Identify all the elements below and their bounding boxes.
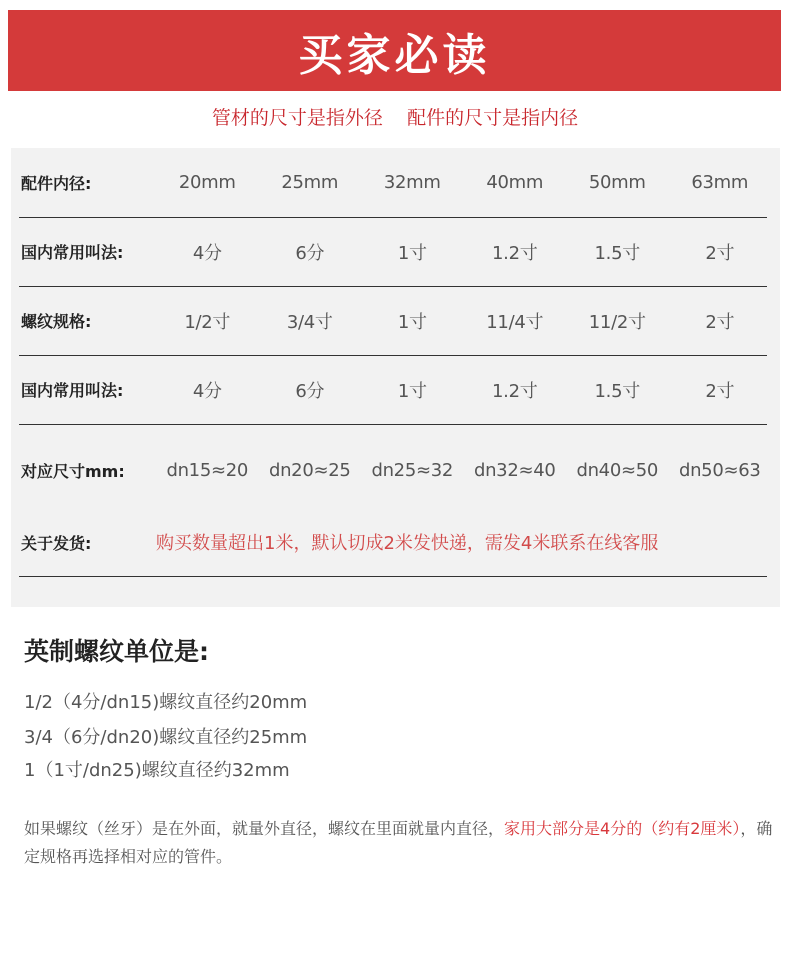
table-cell: 25mm: [281, 172, 339, 193]
spec-row-fitting-inner-diameter: [19, 148, 767, 218]
table-cell: 1.2寸: [492, 242, 538, 264]
table-cell: 6分: [295, 380, 325, 402]
thread-spec-line: 3/4（6分/dn20)螺纹直径约25mm: [24, 727, 308, 748]
row-label: 配件内径:: [21, 174, 92, 193]
table-cell: 20mm: [178, 172, 236, 193]
table-cell: dn20≈25: [268, 459, 351, 481]
table-cell: 50mm: [588, 172, 646, 193]
thread-spec-line: 1/2（4分/dn15)螺纹直径约20mm: [24, 692, 308, 713]
thread-units-heading: 英制螺纹单位是:: [24, 637, 209, 666]
spec-row-thread-spec: [19, 286, 767, 356]
table-cell: 11/2寸: [588, 311, 646, 333]
spec-row-size-mm: [19, 434, 767, 506]
row-label: 关于发货:: [21, 533, 92, 553]
spec-row-common-name: [19, 217, 767, 287]
table-cell: dn50≈63: [678, 459, 761, 481]
row-label: 对应尺寸mm:: [21, 461, 125, 481]
note-text: 如果螺纹（丝牙）是在外面，就量外直径，螺纹在里面就量内直径，: [24, 819, 505, 838]
table-cell: 1.2寸: [492, 380, 538, 402]
note-text: ，确定规格再选择相对应的管件。: [24, 819, 773, 866]
shipping-note: 购买数量超出1米，默认切成2米发快递，需发4米联系在线客服: [156, 533, 659, 554]
table-cell: 3/4寸: [286, 311, 333, 333]
table-cell: dn40≈50: [576, 459, 659, 481]
thread-spec-line: 1（1寸/dn25)螺纹直径约32mm: [24, 760, 290, 781]
table-cell: 4分: [192, 242, 222, 264]
table-cell: 2寸: [705, 242, 735, 264]
table-cell: 1寸: [397, 380, 427, 402]
row-label: 国内常用叫法:: [21, 243, 124, 262]
table-cell: 2寸: [705, 380, 735, 402]
table-cell: 2寸: [705, 311, 735, 333]
size-subtitle: 管材的尺寸是指外径 配件的尺寸是指内径: [211, 107, 579, 129]
spec-row-common-name: [19, 355, 767, 425]
row-label: 螺纹规格:: [21, 312, 92, 331]
table-cell: 1寸: [397, 242, 427, 264]
measurement-note: [24, 815, 784, 871]
banner-title: 买家必读: [298, 29, 491, 81]
spec-table-panel: [11, 148, 780, 607]
table-cell: 1.5寸: [594, 242, 640, 264]
table-cell: dn32≈40: [473, 459, 556, 481]
table-cell: 40mm: [486, 172, 544, 193]
table-cell: 1/2寸: [184, 311, 231, 333]
table-cell: dn25≈32: [371, 459, 454, 481]
title-banner: [8, 10, 781, 91]
spec-row-shipping: [19, 508, 767, 577]
table-cell: 11/4寸: [486, 311, 544, 333]
table-cell: dn15≈20: [166, 459, 249, 481]
table-cell: 32mm: [383, 172, 441, 193]
table-cell: 1寸: [397, 311, 427, 333]
row-label: 国内常用叫法:: [21, 381, 124, 400]
table-cell: 1.5寸: [594, 380, 640, 402]
table-cell: 4分: [192, 380, 222, 402]
table-cell: 63mm: [691, 172, 749, 193]
note-highlight: 家用大部分是4分的（约有2厘米）: [504, 819, 741, 838]
table-cell: 6分: [295, 242, 325, 264]
